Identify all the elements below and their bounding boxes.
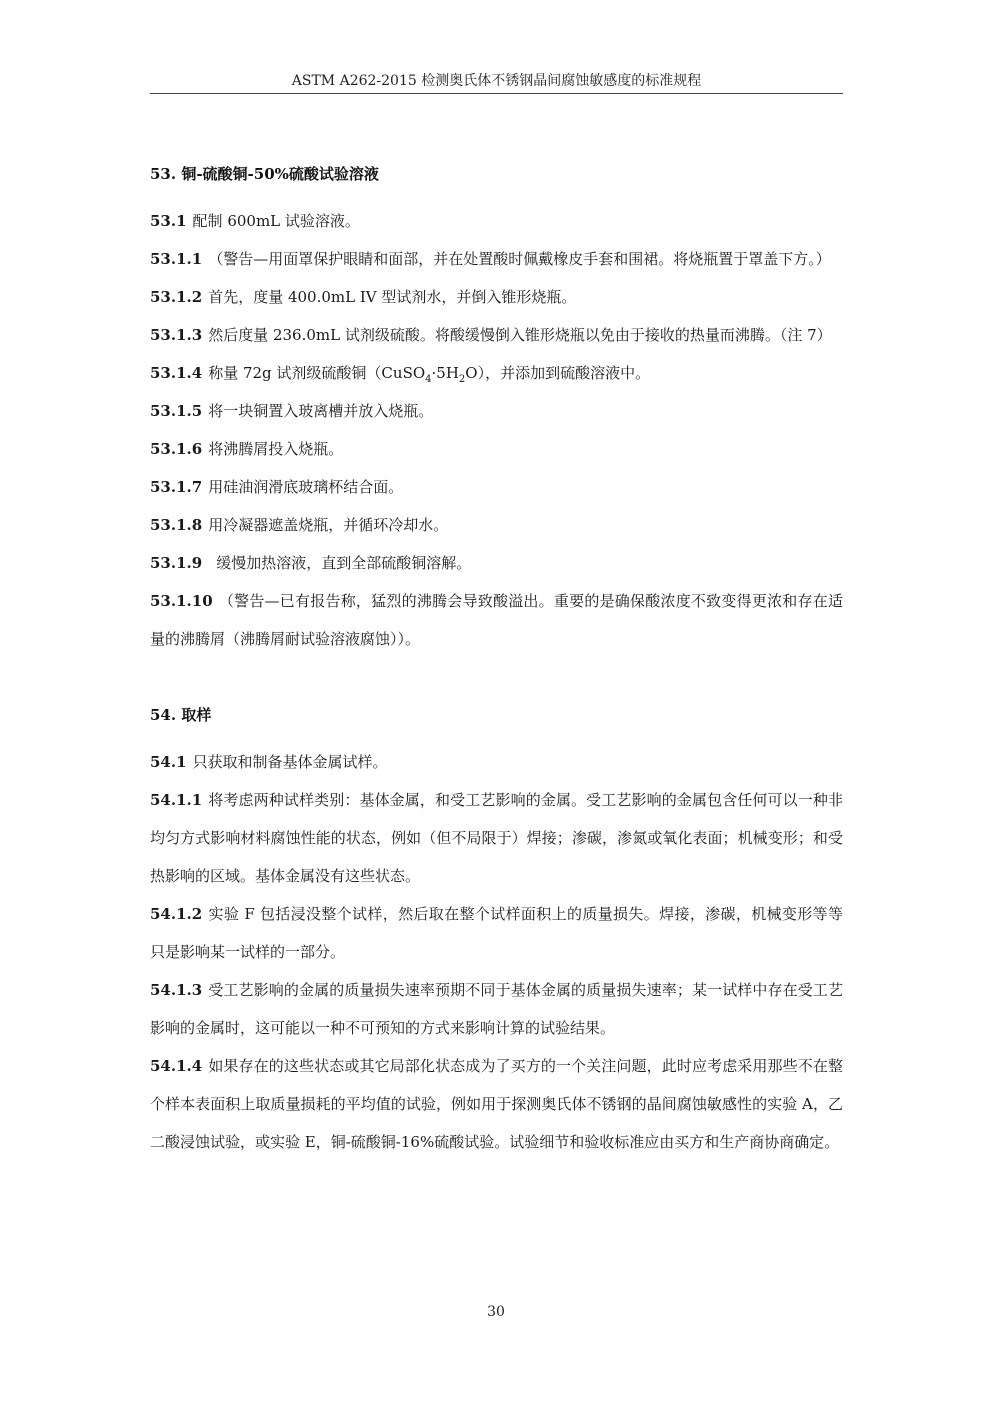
section-heading: 53. 铜-硫酸铜-50%硫酸试验溶液 bbox=[150, 165, 379, 183]
clause-text bbox=[208, 364, 651, 385]
page-number: 30 bbox=[487, 1304, 505, 1320]
paragraph bbox=[150, 781, 843, 895]
paragraph bbox=[150, 316, 843, 354]
clause-text: 如果存在的这些状态或其它局部化状态成为了买方的一个关注问题，此时应考虑采用那些不在整个样本表面积上取质量损耗的平均值的试验，例如用于探测奥氏体不锈钢的晶间腐蚀敏感性的实验 A，乙二酸浸蚀试验，或实验 E，铜-硫酸铜-16%硫酸试验。试验细节和验收标准应由买方和生产商协商确定。 bbox=[150, 1057, 843, 1151]
paragraph bbox=[150, 278, 843, 316]
clause-text: 配制 600mL 试验溶液。 bbox=[192, 212, 360, 230]
clause-text: （警告—已有报告称，猛烈的沸腾会导致酸溢出。重要的是确保酸浓度不致变得更浓和存在适量的沸腾屑（沸腾屑耐试验溶液腐蚀））。 bbox=[150, 592, 843, 648]
section-heading: 54. 取样 bbox=[150, 706, 212, 724]
clause-text: 实验 F 包括浸没整个试样，然后取在整个试样面积上的质量损失。焊接，渗碳，机械变形等等只是影响某一试样的一部分。 bbox=[150, 905, 843, 961]
formula-subscript: 4 bbox=[425, 374, 432, 385]
clause-text: 缓慢加热溶液，直到全部硫酸铜溶解。 bbox=[216, 554, 472, 572]
clause-number: 53.1.7 bbox=[150, 478, 203, 496]
clause-number: 53.1.9 bbox=[150, 554, 203, 572]
clause-number: 53.1.8 bbox=[150, 516, 203, 534]
clause-number: 53.1.2 bbox=[150, 288, 203, 306]
paragraph bbox=[150, 430, 843, 468]
clause-number: 54.1 bbox=[150, 753, 187, 771]
paragraph bbox=[150, 468, 843, 506]
paragraph bbox=[150, 240, 843, 278]
clause-number: 53.1.4 bbox=[150, 364, 203, 382]
clause-text: （警告—用面罩保护眼睛和面部，并在处置酸时佩戴橡皮手套和围裙。将烧瓶置于罩盖下方。） bbox=[208, 250, 831, 268]
formula-subscript: 2 bbox=[458, 374, 466, 385]
page-header: ASTM A262-2015 检测奥氏体不锈钢晶间腐蚀敏感度的标准规程 bbox=[291, 73, 702, 89]
clause-number: 54.1.4 bbox=[150, 1057, 203, 1075]
paragraph bbox=[150, 392, 843, 430]
clause-text: 将沸腾屑投入烧瓶。 bbox=[208, 440, 344, 458]
clause-text: 用冷凝器遮盖烧瓶，并循环冷却水。 bbox=[208, 516, 449, 534]
header-divider bbox=[150, 93, 843, 94]
paragraph bbox=[150, 544, 843, 582]
paragraph bbox=[150, 895, 843, 971]
clause-number: 54.1.2 bbox=[150, 905, 203, 923]
formula-text-post: O），并添加到硫酸溶液中。 bbox=[465, 364, 651, 382]
clause-text: 将考虑两种试样类别：基体金属，和受工艺影响的金属。受工艺影响的金属包含任何可以一种非均匀方式影响材料腐蚀性能的状态，例如（但不局限于）焊接；渗碳，渗氮或氧化表面；机械变形；和受热影响的区域。基体金属没有这些状态。 bbox=[150, 791, 843, 885]
clause-text: 将一块铜置入玻离槽并放入烧瓶。 bbox=[208, 402, 434, 420]
paragraph bbox=[150, 506, 843, 544]
clause-number: 53.1.3 bbox=[150, 326, 203, 344]
clause-number: 54.1.1 bbox=[150, 791, 203, 809]
clause-number: 53.1.5 bbox=[150, 402, 203, 420]
clause-text: 用硅油润滑底玻璃杯结合面。 bbox=[208, 478, 404, 496]
paragraph bbox=[150, 582, 843, 658]
clause-number: 53.1.10 bbox=[150, 592, 213, 610]
clause-text: 受工艺影响的金属的质量损失速率预期不同于基体金属的质量损失速率；某一试样中存在受工艺影响的金属时，这可能以一种不可预知的方式来影响计算的试验结果。 bbox=[150, 981, 843, 1037]
page-body bbox=[150, 164, 843, 1161]
clause-number: 53.1.1 bbox=[150, 250, 203, 268]
clause-text: 只获取和制备基体金属试样。 bbox=[192, 753, 388, 771]
paragraph bbox=[150, 1047, 843, 1161]
paragraph bbox=[150, 743, 843, 781]
clause-number: 53.1 bbox=[150, 212, 187, 230]
paragraph bbox=[150, 202, 843, 240]
formula-text-mid: ·5H bbox=[431, 364, 459, 382]
formula-text-pre: 称量 72g 试剂级硫酸铜（CuSO bbox=[208, 364, 426, 382]
clause-number: 53.1.6 bbox=[150, 440, 203, 458]
paragraph bbox=[150, 354, 843, 392]
clause-text: 然后度量 236.0mL 试剂级硫酸。将酸缓慢倒入锥形烧瓶以免由于接收的热量而沸腾。（注 7） bbox=[208, 326, 832, 344]
paragraph bbox=[150, 971, 843, 1047]
clause-number: 54.1.3 bbox=[150, 981, 203, 999]
clause-text: 首先，度量 400.0mL IV 型试剂水，并倒入锥形烧瓶。 bbox=[208, 288, 577, 306]
